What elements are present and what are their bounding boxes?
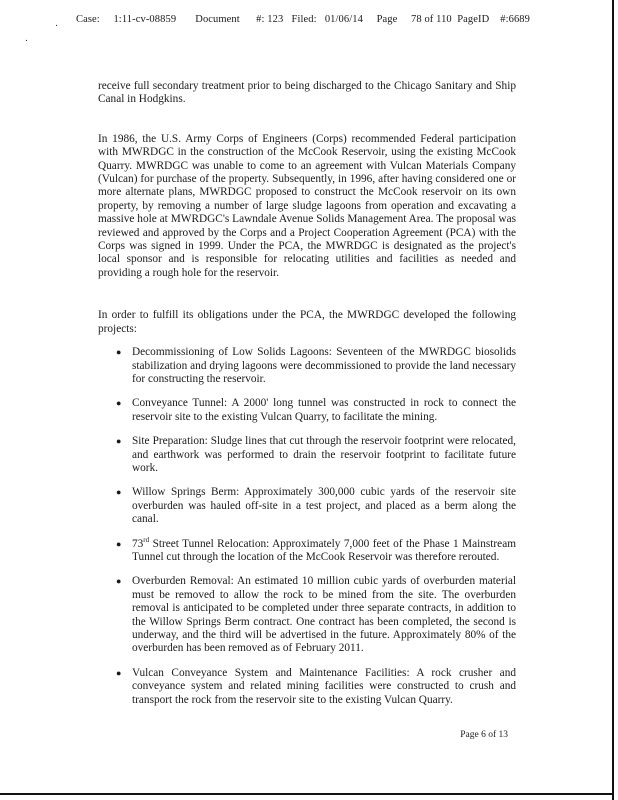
paragraph: In order to fulfill its obligations under the PCA, the MWRDGC developed the following projects: bbox=[98, 309, 516, 335]
header-case-label: Case: bbox=[76, 14, 100, 25]
paragraph: receive full secondary treatment prior to being discharged to the Chicago Sanitary and Ship Canal in Hodgkins. bbox=[98, 80, 516, 106]
page-border-right bbox=[612, 0, 614, 800]
bullet-icon: ● bbox=[116, 667, 122, 678]
scan-mark: ․ bbox=[25, 33, 29, 43]
page-footer: Page 6 of 13 bbox=[460, 730, 508, 740]
list-item bbox=[98, 346, 516, 386]
list-item bbox=[98, 667, 516, 707]
bullet-icon: ● bbox=[116, 538, 122, 549]
list-item-text: Conveyance Tunnel: A 2000' long tunnel was constructed in rock to connect the reservoir site to the existing Vulcan Quarry, to facilitate the mining. bbox=[132, 397, 516, 423]
scan-mark: ․ bbox=[55, 18, 59, 28]
list-item bbox=[98, 535, 516, 565]
project-list bbox=[98, 346, 516, 707]
list-item-text: Overburden Removal: An estimated 10 million cubic yards of overburden material must be removed to allow the rock to be mined from the site. The overburden removal is anticipated to be completed under three separate contracts, in addition to the Willow Springs Berm contract. One contract has been completed, the second is underway, and the third will be advertised in the future. Approximately 80% of the overburden has been removed as of February 2011. bbox=[132, 575, 516, 655]
list-item-text: Street Tunnel Relocation: Approximately 7,000 feet of the Phase 1 Mainstream Tunnel cut through the location of the McCook Reservoir was therefore rerouted. bbox=[132, 537, 516, 563]
list-item-text: Vulcan Conveyance System and Maintenance Facilities: A rock crusher and conveyance system and related mining facilities were constructed to crush and transport the rock from the reservoir site to the existing Vulcan Quarry. bbox=[132, 666, 516, 706]
list-item bbox=[98, 575, 516, 655]
header-filed-label: Filed: bbox=[291, 14, 317, 25]
header-pageid-number: #:6689 bbox=[500, 14, 531, 25]
bullet-icon: ● bbox=[116, 576, 122, 587]
header-page-label: Page bbox=[376, 14, 398, 25]
list-item bbox=[98, 435, 516, 475]
list-item-text: Decommissioning of Low Solids Lagoons: Seventeen of the MWRDGC biosolids stabilization and drying lagoons were decommissioned to provide the land necessary for constructing the reservoir. bbox=[132, 346, 516, 385]
list-item bbox=[98, 486, 516, 526]
list-item bbox=[98, 397, 516, 424]
header-document-number: #: 123 bbox=[256, 14, 284, 25]
header-filed-date: 01/06/14 bbox=[324, 14, 363, 25]
header-page-number: 78 of 110 bbox=[411, 14, 452, 25]
bullet-icon: ● bbox=[116, 436, 122, 447]
street-number: 73 bbox=[132, 537, 144, 550]
paragraph: In 1986, the U.S. Army Corps of Engineers (Corps) recommended Federal participation with MWRDGC in the construction of the McCook Reservoir, using the existing McCook Quarry. MWRDGC was unable to come to an agreement with Vulcan Materials Company (Vulcan) for purchase of the property. Subsequently, in 1996, after having considered one or more alternate plans, MWRDGC proposed to construct the McCook reservoir on its own property, by removing a number of large sludge lagoons from operation and excavating a massive hole at MWRDGC's Lawndale Avenue Solids Management Area. The proposal was reviewed and approved by the Corps and a Project Cooperation Agreement (PCA) with the Corps was signed in 1999. Under the PCA, the MWRDGC is designated as the project's local sponsor and is responsible for relocating utilities and facilities as needed and providing a rough hole for the reservoir. bbox=[98, 132, 516, 279]
header-case-number: 1:11-cv-08859 bbox=[113, 14, 177, 25]
list-item-text: Willow Springs Berm: Approximately 300,000 cubic yards of the reservoir site overburden was hauled off-site in a test project, and placed as a berm along the canal. bbox=[132, 486, 516, 526]
list-item-text: Site Preparation: Sludge lines that cut through the reservoir footprint were relocated, and earthwork was performed to drain the reservoir footprint to facilitate future work. bbox=[132, 435, 516, 474]
header-document-label: Document bbox=[195, 14, 240, 25]
page-border-bottom bbox=[0, 793, 614, 795]
street-ordinal: rd bbox=[143, 535, 150, 544]
document-body bbox=[98, 80, 516, 718]
header-pageid-label: PageID bbox=[457, 14, 490, 25]
bullet-icon: ● bbox=[116, 487, 122, 498]
court-header bbox=[76, 14, 530, 25]
bullet-icon: ● bbox=[116, 347, 122, 358]
bullet-icon: ● bbox=[116, 398, 122, 409]
